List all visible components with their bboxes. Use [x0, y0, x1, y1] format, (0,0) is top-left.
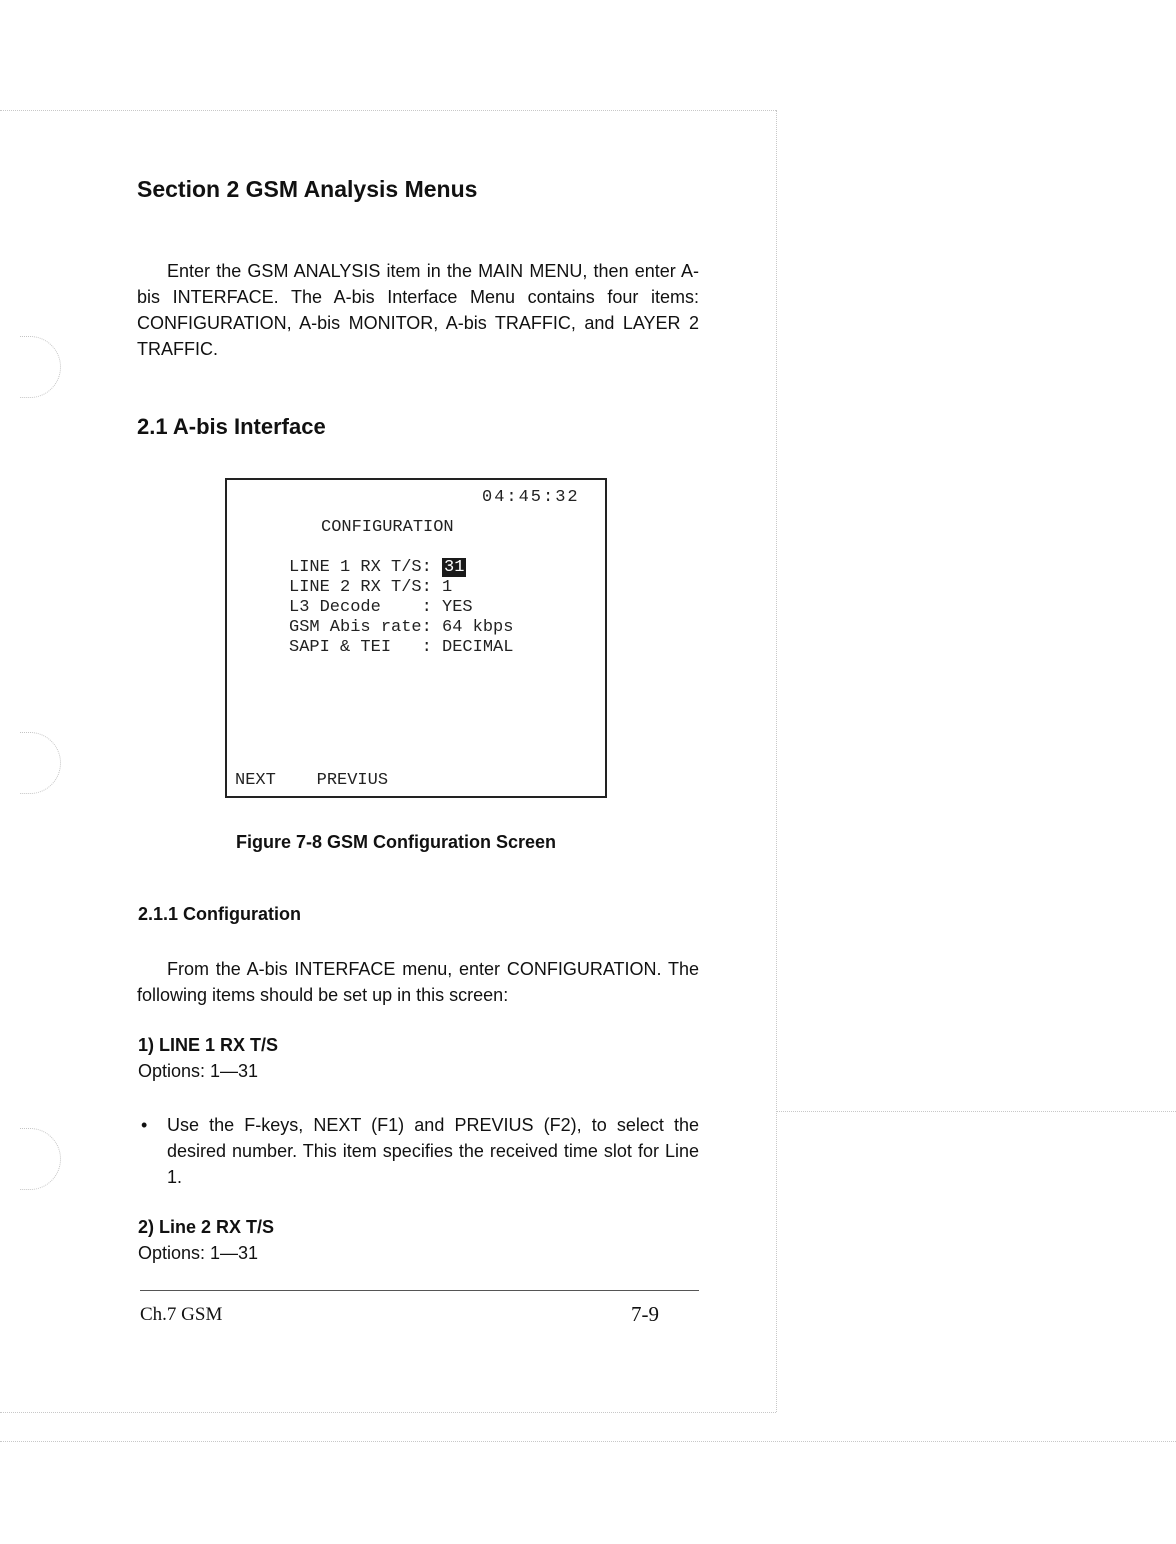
- footer-chapter: Ch.7 GSM: [140, 1304, 223, 1325]
- section-title: Section 2 GSM Analysis Menus: [137, 176, 478, 202]
- footer-rule: [140, 1290, 699, 1291]
- scan-edge-top: [0, 110, 776, 111]
- screen-title: CONFIGURATION: [321, 518, 454, 537]
- setting-row-line2[interactable]: LINE 2 RX T/S: 1: [289, 578, 453, 597]
- bullet-symbol: •: [141, 1115, 148, 1135]
- page-number: 7-9: [631, 1302, 659, 1326]
- scan-edge-bottom-2: [0, 1441, 1176, 1442]
- option2-heading: 2) Line 2 RX T/S: [138, 1217, 275, 1237]
- bullet-text: Use the F-keys, NEXT (F1) and PREVIUS (F2), to select the desired number. This item specifies the received time slot for Line 1.: [167, 1115, 699, 1187]
- option2-options: Options: 1—31: [138, 1243, 259, 1263]
- intro-paragraph: Enter the GSM ANALYSIS item in the MAIN MENU, then enter A-bis INTERFACE. The A-bis Interface Menu contains four items: CONFIGURATION, A-bis MONITOR, A-bis TRAFFIC, and LAYER 2 TRAFFIC.: [137, 261, 699, 359]
- scan-edge-bottom: [0, 1412, 776, 1413]
- setting-value-selected[interactable]: 31: [444, 558, 465, 577]
- punch-hole-3: [20, 1128, 61, 1190]
- configuration-screen: [225, 478, 607, 798]
- setting-row-sapi-tei[interactable]: SAPI & TEI : DECIMAL: [289, 638, 514, 657]
- screen-settings: [289, 558, 513, 658]
- subsection-title: 2.1 A-bis Interface: [137, 414, 326, 439]
- screen-clock: 04:45:32: [482, 488, 580, 507]
- fkey-previus[interactable]: PREVIUS: [316, 771, 389, 790]
- option1-options: Options: 1—31: [138, 1061, 259, 1081]
- scan-edge-right: [776, 110, 777, 1412]
- punch-hole-2: [20, 732, 61, 794]
- config-paragraph: From the A-bis INTERFACE menu, enter CONFIGURATION. The following items should be set up in this screen:: [137, 959, 699, 1005]
- subsubsection-title: 2.1.1 Configuration: [138, 904, 302, 924]
- setting-row-l3-decode[interactable]: L3 Decode : YES: [289, 598, 473, 617]
- setting-row-abis-rate[interactable]: GSM Abis rate: 64 kbps: [289, 618, 514, 637]
- punch-hole-1: [20, 336, 61, 398]
- bullet-item: [141, 1112, 699, 1190]
- figure-caption: Figure 7-8 GSM Configuration Screen: [236, 832, 557, 852]
- option1-heading: 1) LINE 1 RX T/S: [138, 1035, 279, 1055]
- setting-row-line1[interactable]: LINE 1 RX T/S: 31: [289, 558, 465, 577]
- fkey-next[interactable]: NEXT: [235, 771, 276, 790]
- scan-edge-mid: [776, 1111, 1176, 1112]
- screen-fkey-bar: [235, 771, 388, 790]
